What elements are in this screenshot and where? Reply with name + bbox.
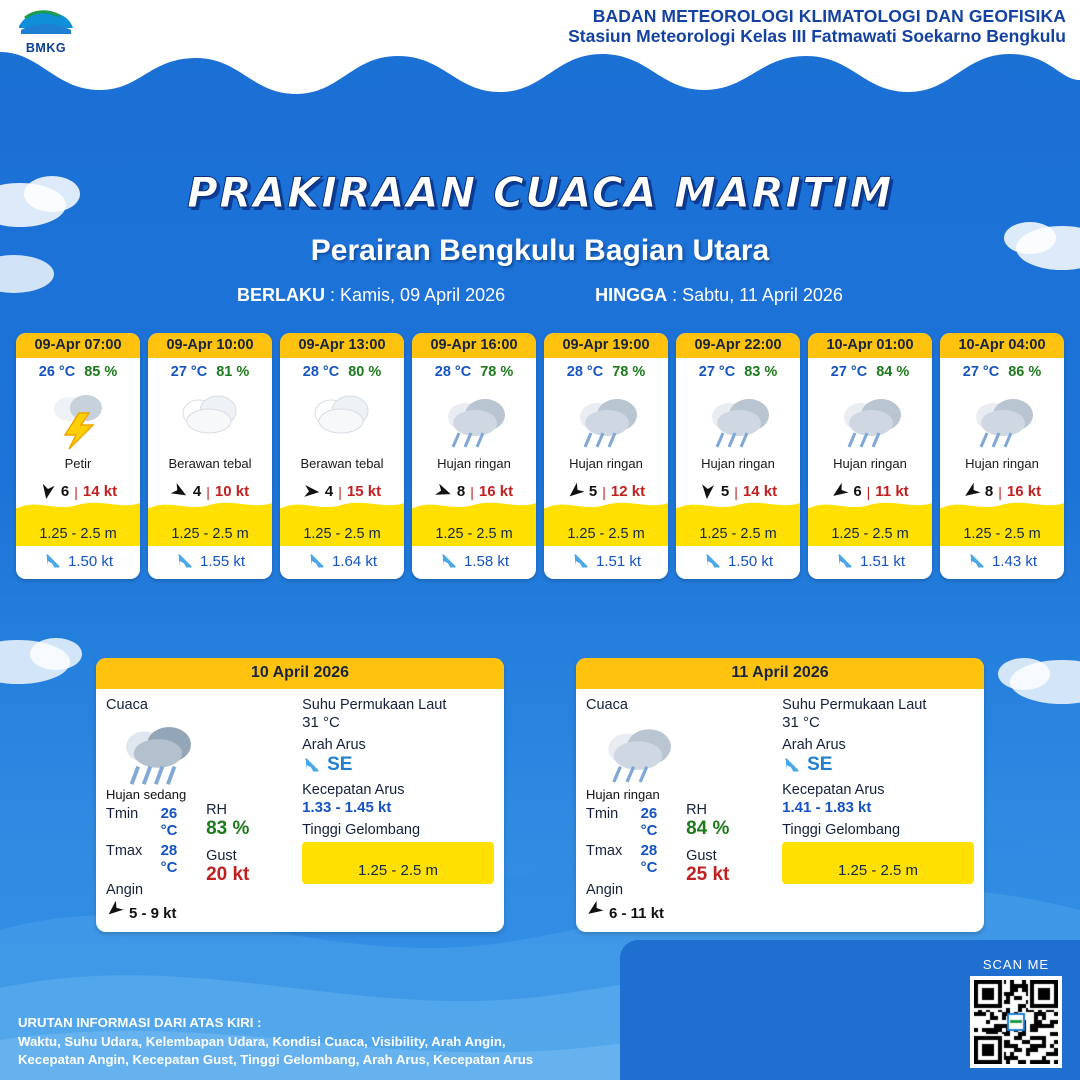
daily-forecast-list (96, 658, 984, 932)
daily-cuaca-label: Cuaca (106, 697, 148, 713)
hourly-current (940, 546, 1064, 579)
header-line2: Stasiun Meteorologi Kelas III Fatmawati Soekarno Bengkulu (568, 26, 1066, 47)
hourly-wave-value: 1.25 - 2.5 m (963, 526, 1041, 542)
daily-tmin-label: Tmin (106, 806, 139, 822)
header-title (568, 6, 1066, 46)
hourly-card (412, 333, 536, 579)
hourly-forecast-list (16, 333, 1064, 579)
hourly-card (544, 333, 668, 579)
daily-kec-label: Kecepatan Arus (302, 782, 405, 798)
valid-from-value: Kamis, 09 April 2026 (340, 285, 506, 305)
hourly-wave (676, 508, 800, 546)
wave-shape (544, 496, 668, 512)
hourly-condition: Hujan ringan (569, 456, 643, 471)
hourly-wind: 5 | 12 kt (544, 477, 668, 508)
hourly-temp-rh (412, 358, 536, 382)
hourly-card (148, 333, 272, 579)
hourly-temp-rh (544, 358, 668, 382)
daily-card (576, 658, 984, 932)
hourly-current-value: 1.58 kt (463, 553, 510, 570)
hourly-current (676, 546, 800, 579)
hourly-wind: 8 | 16 kt (412, 477, 536, 508)
daily-arus-dir: SE (807, 754, 833, 775)
hourly-card (676, 333, 800, 579)
daily-gel: 1.25 - 2.5 m (358, 862, 439, 879)
daily-sst: 31 °C (782, 714, 820, 731)
hourly-rh: 81 % (216, 364, 250, 380)
hourly-wave (280, 508, 404, 546)
hourly-temp: 27 °C (830, 364, 868, 380)
wind-direction-icon (583, 898, 607, 922)
thunderstorm-icon (39, 387, 117, 451)
hourly-temp: 27 °C (698, 364, 736, 380)
daily-tmax: 28 °C (160, 842, 178, 876)
daily-sst-label: Suhu Permukaan Laut (782, 697, 927, 713)
hourly-wind-dir-label: 4 (324, 483, 334, 500)
scan-me[interactable] (970, 957, 1062, 1068)
light-rain-icon (435, 387, 513, 451)
current-direction-icon (302, 756, 321, 775)
daily-gust: 20 kt (206, 864, 250, 885)
hourly-temp-rh (16, 358, 140, 382)
current-direction-icon (703, 552, 722, 571)
daily-weather-icon (586, 713, 776, 789)
daily-angin: 6 - 11 kt (609, 905, 665, 922)
light-rain-icon (831, 387, 909, 451)
hourly-weather-icon (280, 382, 404, 456)
daily-condition: Hujan ringan (586, 787, 660, 802)
hourly-condition: Berawan tebal (168, 456, 252, 471)
hourly-rh: 86 % (1008, 364, 1042, 380)
legend-title: URUTAN INFORMASI DARI ATAS KIRI : (18, 1014, 262, 1030)
legend-line1: Waktu, Suhu Udara, Kelembapan Udara, Kondisi Cuaca, Visibility, Arah Angin, (18, 1033, 506, 1049)
hourly-current-value: 1.50 kt (727, 553, 774, 570)
page-title: PRAKIRAAN CUACA MARITIM (187, 168, 893, 217)
daily-kec-label: Kecepatan Arus (782, 782, 885, 798)
hourly-wave-value: 1.25 - 2.5 m (171, 526, 249, 542)
hourly-condition: Hujan ringan (965, 456, 1039, 471)
hourly-time: 09-Apr 07:00 (16, 333, 140, 358)
valid-to-label: HINGGA (595, 285, 668, 305)
wave-shape (940, 496, 1064, 512)
daily-rh: 83 % (206, 818, 250, 839)
wave-shape (280, 496, 404, 512)
hourly-time: 10-Apr 01:00 (808, 333, 932, 358)
hourly-rh: 85 % (84, 364, 118, 380)
hourly-current-value: 1.51 kt (859, 553, 906, 570)
daily-kec: 1.33 - 1.45 kt (302, 799, 392, 816)
daily-angin-label: Angin (586, 882, 624, 898)
hourly-condition: Hujan ringan (833, 456, 907, 471)
hourly-wind: 4 | 15 kt (280, 477, 404, 508)
hourly-wave-value: 1.25 - 2.5 m (303, 526, 381, 542)
hourly-current-value: 1.50 kt (67, 553, 114, 570)
hourly-rh: 80 % (348, 364, 382, 380)
daily-weather-icon (106, 713, 296, 789)
valid-from: BERLAKU : Kamis, 09 April 2026 (237, 285, 506, 305)
hourly-weather-icon (940, 382, 1064, 456)
hourly-temp-rh (148, 358, 272, 382)
bmkg-logo (10, 4, 82, 55)
hourly-wind: 5 | 14 kt (676, 477, 800, 508)
hourly-weather-icon (148, 382, 272, 456)
cloudy-icon (303, 387, 381, 451)
hourly-wind-dir-label: 5 (720, 483, 730, 500)
hourly-wind-dir-label: 6 (60, 483, 70, 500)
hourly-wave (808, 508, 932, 546)
daily-gust-label: Gust (686, 848, 717, 864)
hourly-wave (412, 508, 536, 546)
hourly-card (16, 333, 140, 579)
wave-shape (676, 496, 800, 512)
hourly-weather-icon (544, 382, 668, 456)
daily-rh: 84 % (686, 818, 730, 839)
hourly-current (808, 546, 932, 579)
hourly-rh: 78 % (612, 364, 646, 380)
current-direction-icon (439, 552, 458, 571)
hourly-current (412, 546, 536, 579)
light-rain-icon (963, 387, 1041, 451)
hourly-wave (16, 508, 140, 546)
hourly-wave-value: 1.25 - 2.5 m (831, 526, 909, 542)
hourly-wind-speed: 16 kt (1006, 483, 1042, 500)
hourly-current (16, 546, 140, 579)
hourly-wind-dir-label: 8 (984, 483, 994, 500)
daily-arus-label: Arah Arus (782, 737, 846, 753)
daily-sst-label: Suhu Permukaan Laut (302, 697, 447, 713)
hourly-wind: 8 | 16 kt (940, 477, 1064, 508)
hourly-wind: 6 | 11 kt (808, 477, 932, 508)
current-direction-icon (967, 552, 986, 571)
hourly-temp: 28 °C (302, 364, 340, 380)
hourly-wind-dir-label: 5 (588, 483, 598, 500)
hourly-weather-icon (412, 382, 536, 456)
daily-angin: 5 - 9 kt (129, 905, 177, 922)
hourly-wind-speed: 14 kt (742, 483, 778, 500)
daily-tmin: 26 °C (160, 805, 178, 839)
valid-to: HINGGA : Sabtu, 11 April 2026 (595, 285, 843, 305)
daily-sst: 31 °C (302, 714, 340, 731)
daily-gel-label: Tinggi Gelombang (782, 822, 901, 838)
hourly-wind-speed: 12 kt (610, 483, 646, 500)
hourly-wind: 6 | 14 kt (16, 477, 140, 508)
header-line1: BADAN METEOROLOGI KLIMATOLOGI DAN GEOFISIKA (592, 6, 1066, 26)
current-direction-icon (175, 552, 194, 571)
hourly-time: 09-Apr 22:00 (676, 333, 800, 358)
daily-tmin-label: Tmin (586, 806, 619, 822)
hourly-card (940, 333, 1064, 579)
hourly-time: 10-Apr 04:00 (940, 333, 1064, 358)
hourly-wave (544, 508, 668, 546)
daily-tmin: 26 °C (640, 805, 658, 839)
hourly-wind-speed: 10 kt (214, 483, 250, 500)
qr-code[interactable] (970, 976, 1062, 1068)
scan-me-label: SCAN ME (982, 957, 1050, 972)
hourly-wave (940, 508, 1064, 546)
legend-line2: Kecepatan Angin, Kecepatan Gust, Tinggi Gelombang, Arah Arus, Kecepatan Arus (18, 1052, 534, 1068)
header-cloud-shape (0, 40, 1080, 150)
hourly-card (808, 333, 932, 579)
hourly-current (544, 546, 668, 579)
daily-gel-label: Tinggi Gelombang (302, 822, 421, 838)
daily-tmax-label: Tmax (106, 843, 143, 859)
hourly-temp: 26 °C (38, 364, 76, 380)
daily-tmax-label: Tmax (586, 843, 623, 859)
hourly-temp-rh (676, 358, 800, 382)
wave-shape (782, 842, 974, 848)
hourly-time: 09-Apr 19:00 (544, 333, 668, 358)
daily-date: 11 April 2026 (576, 658, 984, 689)
daily-gust-label: Gust (206, 848, 237, 864)
hourly-wind-dir-label: 4 (192, 483, 202, 500)
hourly-wind-speed: 11 kt (875, 483, 909, 500)
hourly-wave (148, 508, 272, 546)
wave-shape (302, 842, 494, 848)
hourly-rh: 84 % (876, 364, 910, 380)
hourly-temp: 27 °C (962, 364, 1000, 380)
hourly-weather-icon (16, 382, 140, 456)
hourly-current (148, 546, 272, 579)
hourly-current-value: 1.43 kt (991, 553, 1038, 570)
hourly-temp-rh (940, 358, 1064, 382)
hourly-current (280, 546, 404, 579)
validity-period (0, 285, 1080, 306)
moderate-rain-icon (114, 716, 200, 786)
hourly-temp: 28 °C (566, 364, 604, 380)
cloudy-icon (171, 387, 249, 451)
wave-shape (808, 496, 932, 512)
hourly-temp-rh (280, 358, 404, 382)
daily-rh-label: RH (686, 802, 708, 818)
current-direction-icon (571, 552, 590, 571)
current-direction-icon (835, 552, 854, 571)
daily-arus-dir: SE (327, 754, 353, 775)
daily-wave (302, 842, 494, 884)
hourly-temp: 28 °C (434, 364, 472, 380)
current-direction-icon (782, 756, 801, 775)
hourly-weather-icon (808, 382, 932, 456)
daily-card (96, 658, 504, 932)
hourly-wind-speed: 16 kt (478, 483, 514, 500)
hourly-rh: 78 % (480, 364, 514, 380)
hourly-condition: Petir (64, 456, 92, 471)
bmkg-logo-icon (15, 4, 77, 38)
hourly-condition: Hujan ringan (701, 456, 775, 471)
light-rain-icon (699, 387, 777, 451)
hourly-time: 09-Apr 13:00 (280, 333, 404, 358)
wind-direction-icon (103, 898, 127, 922)
hourly-time: 09-Apr 10:00 (148, 333, 272, 358)
hourly-wind-dir-label: 6 (853, 483, 862, 500)
daily-tmax: 28 °C (640, 842, 658, 876)
hourly-card (280, 333, 404, 579)
hourly-temp: 27 °C (170, 364, 208, 380)
hourly-wave-value: 1.25 - 2.5 m (567, 526, 645, 542)
hourly-time: 09-Apr 16:00 (412, 333, 536, 358)
hourly-rh: 83 % (744, 364, 778, 380)
wave-shape (16, 496, 140, 512)
legend (18, 1014, 533, 1070)
hourly-temp-rh (808, 358, 932, 382)
bmkg-logo-text: BMKG (25, 41, 67, 55)
daily-condition: Hujan sedang (106, 787, 187, 802)
hourly-wave-value: 1.25 - 2.5 m (39, 526, 117, 542)
daily-date: 10 April 2026 (96, 658, 504, 689)
valid-from-label: BERLAKU (237, 285, 326, 305)
light-rain-icon (567, 387, 645, 451)
hourly-wind-speed: 14 kt (82, 483, 118, 500)
daily-cuaca-label: Cuaca (586, 697, 628, 713)
hourly-condition: Hujan ringan (437, 456, 511, 471)
daily-wave (782, 842, 974, 884)
current-direction-icon (43, 552, 62, 571)
hourly-condition: Berawan tebal (300, 456, 384, 471)
wave-shape (148, 496, 272, 512)
light-rain-icon (594, 716, 680, 786)
daily-arus-label: Arah Arus (302, 737, 366, 753)
hourly-wind-dir-label: 8 (456, 483, 466, 500)
daily-rh-label: RH (206, 802, 228, 818)
hourly-wave-value: 1.25 - 2.5 m (435, 526, 513, 542)
daily-kec: 1.41 - 1.83 kt (782, 799, 872, 816)
hourly-wind: 4 | 10 kt (148, 477, 272, 508)
hourly-current-value: 1.55 kt (199, 553, 246, 570)
hourly-current-value: 1.64 kt (331, 553, 378, 570)
page-subtitle: Perairan Bengkulu Bagian Utara (310, 234, 770, 267)
daily-gel: 1.25 - 2.5 m (838, 862, 919, 879)
hourly-weather-icon (676, 382, 800, 456)
hourly-wave-value: 1.25 - 2.5 m (699, 526, 777, 542)
hourly-wind-speed: 15 kt (346, 483, 382, 500)
daily-gust: 25 kt (686, 864, 730, 885)
daily-angin-label: Angin (106, 882, 144, 898)
wave-shape (412, 496, 536, 512)
current-direction-icon (307, 552, 326, 571)
valid-to-value: Sabtu, 11 April 2026 (682, 285, 843, 305)
hourly-current-value: 1.51 kt (595, 553, 642, 570)
